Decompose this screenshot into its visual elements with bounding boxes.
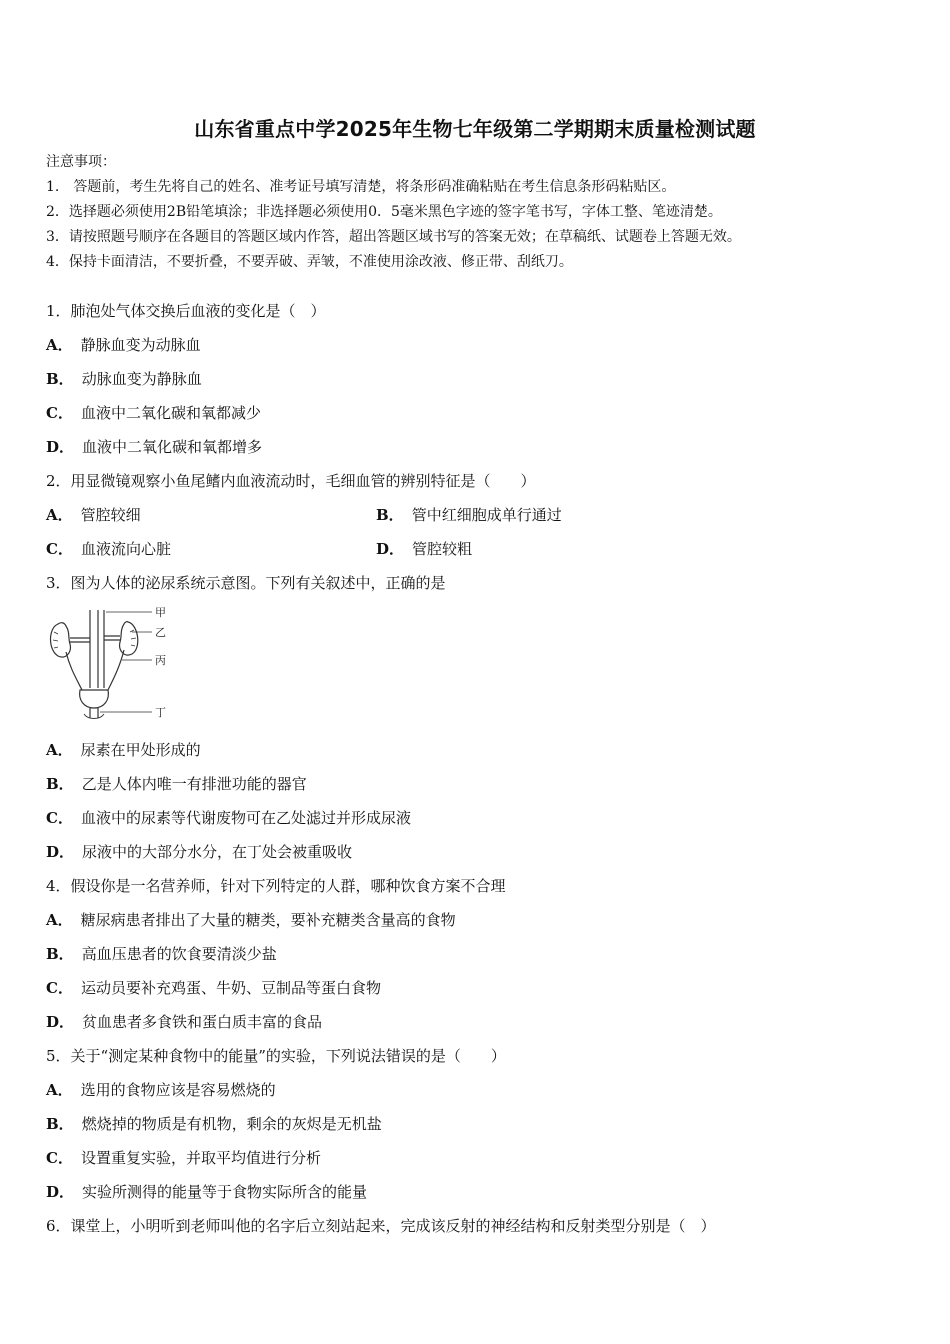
question-stem: 3．图为人体的泌尿系统示意图。下列有关叙述中，正确的是 xyxy=(46,574,446,592)
option-key: C． xyxy=(46,809,73,827)
option xyxy=(46,774,307,794)
option-text: 血液流向心脏 xyxy=(80,540,171,558)
option-text: 选用的食物应该是容易燃烧的 xyxy=(80,1081,276,1099)
option xyxy=(46,842,352,862)
option-text: 高血压患者的饮食要清淡少盐 xyxy=(81,945,277,963)
option xyxy=(46,335,201,355)
option-key: B． xyxy=(46,370,74,388)
notice-item: 1. 答题前，考生先将自己的姓名、准考证号填写清楚，将条形码准确粘贴在考生信息条形码粘贴区。 xyxy=(46,179,676,195)
option xyxy=(46,505,141,525)
option-text: 动脉血变为静脉血 xyxy=(81,370,202,388)
option-text: 静脉血变为动脉血 xyxy=(80,336,201,354)
option xyxy=(46,1148,321,1168)
notice-heading: 注意事项： xyxy=(46,154,116,170)
option xyxy=(376,505,562,525)
option xyxy=(46,910,456,930)
label-bing: 丙 xyxy=(155,654,166,667)
option-text: 乙是人体内唯一有排泄功能的器官 xyxy=(81,775,307,793)
option xyxy=(376,539,472,559)
notice-item: 4．保持卡面清洁，不要折叠，不要弄破、弄皱，不准使用涂改液、修正带、刮纸刀。 xyxy=(46,254,573,270)
notice-item: 3．请按照题号顺序在各题目的答题区域内作答，超出答题区域书写的答案无效；在草稿纸、试题卷上答题无效。 xyxy=(46,229,741,245)
option xyxy=(46,539,171,559)
urethra xyxy=(90,708,98,718)
option-key: A． xyxy=(46,506,73,524)
option xyxy=(46,369,202,389)
option-text: 燃烧掉的物质是有机物，剩余的灰烬是无机盐 xyxy=(81,1115,382,1133)
option-key: C． xyxy=(46,979,73,997)
option xyxy=(46,403,261,423)
option-key: A． xyxy=(46,1081,73,1099)
option-key: A． xyxy=(46,336,73,354)
option-text: 糖尿病患者排出了大量的糖类，要补充糖类含量高的食物 xyxy=(80,911,456,929)
option-key: D． xyxy=(46,1183,75,1201)
page-title: 山东省重点中学2025年生物七年级第二学期期末质量检测试题 xyxy=(194,117,756,141)
option xyxy=(46,978,381,998)
option xyxy=(46,1012,322,1032)
label-yi: 乙 xyxy=(155,626,166,639)
question-stem: 4．假设你是一名营养师，针对下列特定的人群，哪种饮食方案不合理 xyxy=(46,877,506,895)
option-text: 管中红细胞成单行通过 xyxy=(411,506,562,524)
option-key: B． xyxy=(46,1115,74,1133)
option-text: 尿素在甲处形成的 xyxy=(80,741,201,759)
option-text: 血液中的尿素等代谢废物可在乙处滤过并形成尿液 xyxy=(80,809,411,827)
label-ding: 丁 xyxy=(155,706,166,719)
option-key: A． xyxy=(46,911,73,929)
option-key: C． xyxy=(46,1149,73,1167)
option-key: C． xyxy=(46,404,73,422)
option-text: 管腔较粗 xyxy=(412,540,473,558)
option-key: D． xyxy=(376,540,405,558)
question-stem: 5．关于“测定某种食物中的能量”的实验，下列说法错误的是（ ） xyxy=(46,1047,506,1065)
notice-item: 2．选择题必须使用2B铅笔填涂；非选择题必须使用0．5毫米黑色字迹的签字笔书写，字体工整、笔迹清楚。 xyxy=(46,204,722,220)
option-key: B． xyxy=(46,945,74,963)
option-text: 贫血患者多食铁和蛋白质丰富的食品 xyxy=(82,1013,323,1031)
option xyxy=(46,1114,382,1134)
option-text: 尿液中的大部分水分，在丁处会被重吸收 xyxy=(82,843,353,861)
option-key: B． xyxy=(376,506,404,524)
option-text: 运动员要补充鸡蛋、牛奶、豆制品等蛋白食物 xyxy=(80,979,381,997)
option-key: A． xyxy=(46,741,73,759)
option-key: D． xyxy=(46,843,75,861)
label-jia: 甲 xyxy=(155,606,166,619)
option-key: D． xyxy=(46,1013,75,1031)
option xyxy=(46,808,411,828)
option xyxy=(46,740,201,760)
option-text: 管腔较细 xyxy=(80,506,141,524)
question-stem: 6．课堂上，小明听到老师叫他的名字后立刻站起来，完成该反射的神经结构和反射类型分别是（ ） xyxy=(46,1217,716,1235)
question-stem: 1．肺泡处气体交换后血液的变化是（ ） xyxy=(46,302,326,320)
option xyxy=(46,1080,276,1100)
blood-vessels xyxy=(90,610,104,688)
question-stem: 2．用显微镜观察小鱼尾鳍内血液流动时，毛细血管的辨别特征是（ ） xyxy=(46,472,536,490)
option-text: 设置重复实验，并取平均值进行分析 xyxy=(80,1149,321,1167)
option xyxy=(46,944,277,964)
ureters xyxy=(66,650,124,690)
bladder xyxy=(80,690,109,708)
option-text: 血液中二氧化碳和氧都减少 xyxy=(80,404,261,422)
option-text: 实验所测得的能量等于食物实际所含的能量 xyxy=(82,1183,368,1201)
option-key: C． xyxy=(46,540,73,558)
urinary-system-diagram xyxy=(44,604,184,724)
option-key: B． xyxy=(46,775,74,793)
option xyxy=(46,1182,367,1202)
option-text: 血液中二氧化碳和氧都增多 xyxy=(82,438,263,456)
option-key: D． xyxy=(46,438,75,456)
option xyxy=(46,437,262,457)
